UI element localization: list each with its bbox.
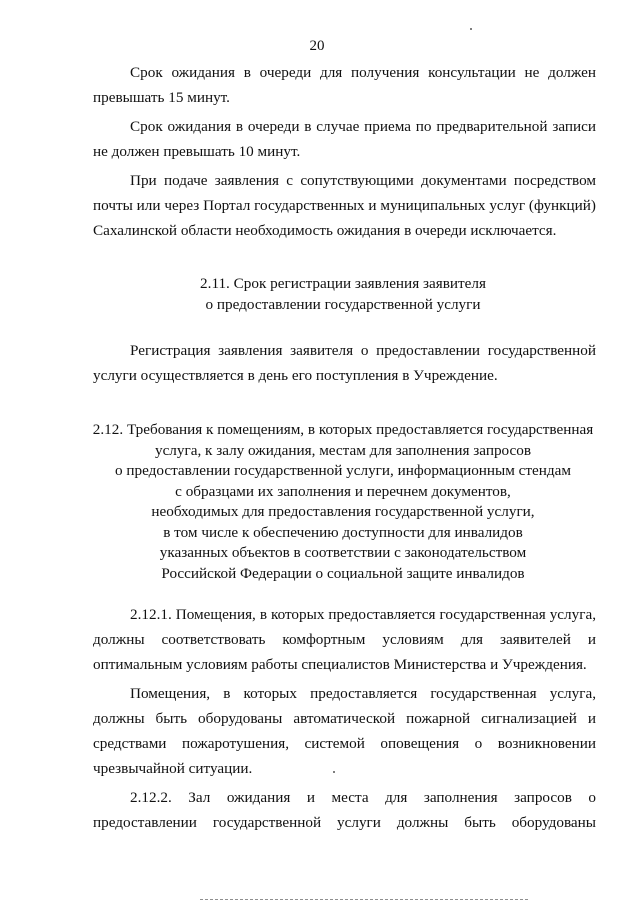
scan-artifact-line (200, 899, 530, 900)
section-2-12-body (93, 602, 596, 835)
heading-line: о предоставлении государственной услуги (205, 295, 481, 313)
heading-line: Российской Федерации о социальной защите инвалидов (161, 564, 525, 582)
page-number: 20 (309, 38, 325, 54)
scan-speck (333, 771, 335, 773)
heading-line: услуга, к залу ожидания, местам для заполнения запросов (154, 441, 532, 459)
paragraph-fire-safety: Помещения, в которых предоставляется государственная услуга, должны быть оборудованы автоматической пожарной сигнализацией и средствами пожаротушения, системой оповещения о возникновении чрезвычайной ситуации. (93, 685, 596, 777)
heading-line: указанных объектов в соответствии с законодательством (159, 544, 527, 561)
scan-speck (470, 28, 472, 30)
section-2-11-heading (70, 274, 616, 315)
heading-line: о предоставлении государственной услуги, информационным стендам (115, 462, 571, 479)
paragraph-wait-appointment: Срок ожидания в очереди в случае приема по предварительной записи не должен превышать 10 минут. (93, 118, 596, 160)
section-2-11-body (93, 338, 596, 388)
paragraph-mail-portal: При подаче заявления с сопутствующими документами посредством почты или через Портал государственных и муниципальных услуг (функций) Сахалинской области необходимость ожидания в очереди исключается. (93, 172, 596, 239)
paragraph-2-12-2: 2.12.2. Зал ожидания и места для заполнения запросов о предоставлении государственной услуги должны быть оборудованы (93, 789, 596, 831)
paragraph-wait-consultation: Срок ожидания в очереди для получения консультации не должен превышать 15 минут. (93, 64, 596, 106)
heading-line: с образцами их заполнения и перечнем документов, (175, 482, 511, 500)
section-2-12-heading (70, 420, 616, 584)
paragraph-2-12-1: 2.12.1. Помещения, в которых предоставляется государственная услуга, должны соответствовать комфортным условиям для заявителей и оптимальным условиям работы специалистов Министерства и Учреждения. (93, 606, 596, 673)
heading-line: 2.12. Требования к помещениям, в которых предоставляется государственная (92, 421, 594, 438)
intro-paragraphs (93, 60, 596, 243)
heading-line: в том числе к обеспечению доступности для инвалидов (163, 523, 523, 541)
heading-line: необходимых для предоставления государственной услуги, (151, 503, 535, 520)
heading-line: 2.11. Срок регистрации заявления заявителя (200, 275, 486, 292)
paragraph-registration: Регистрация заявления заявителя о предоставлении государственной услуги осуществляется в день его поступления в Учреждение. (93, 342, 596, 384)
